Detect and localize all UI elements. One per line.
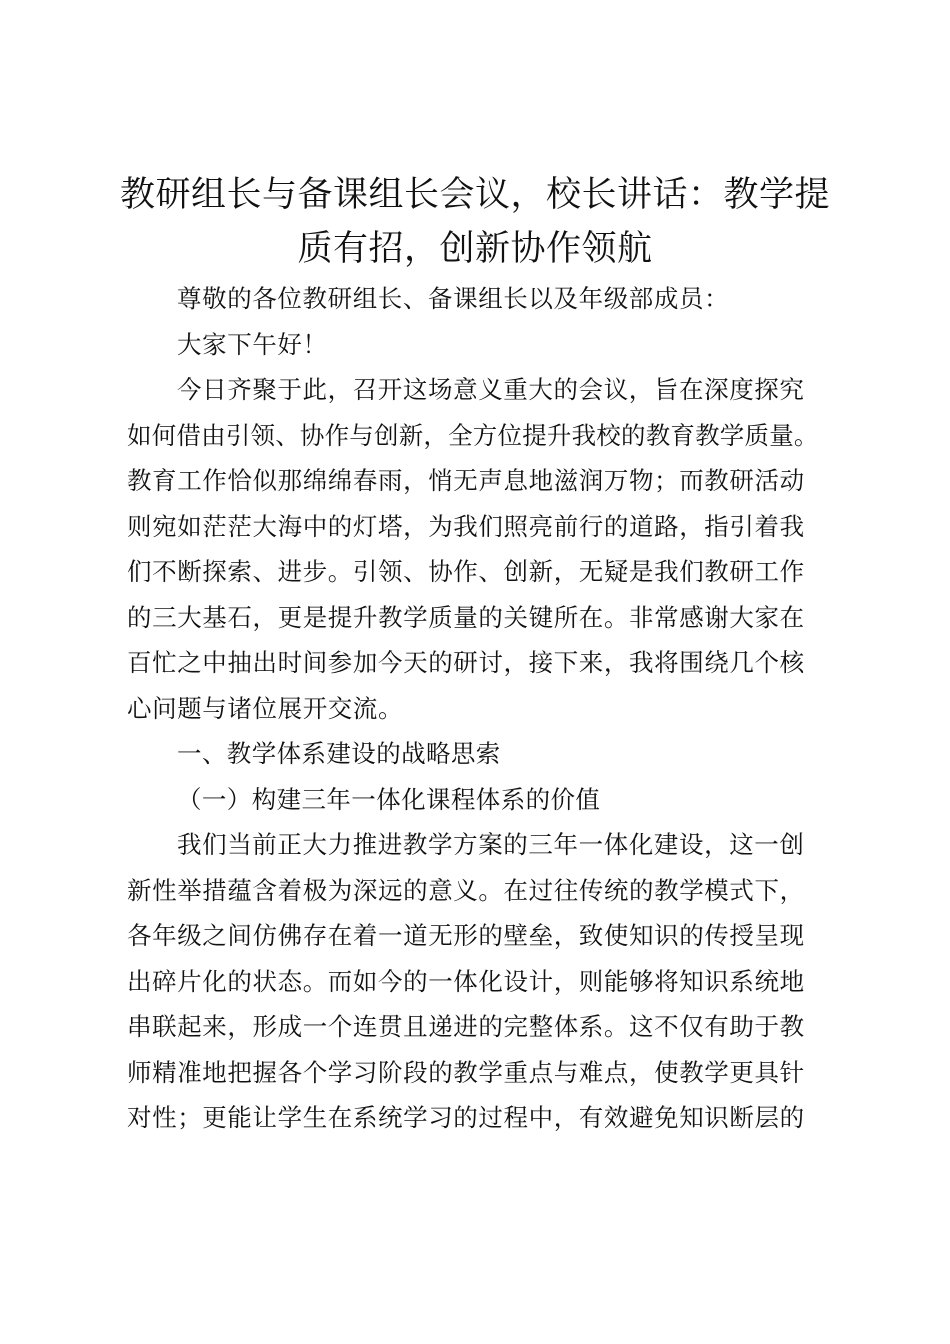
text-line: 如何借由引领、协作与创新，全方位提升我校的教育教学质量。 bbox=[127, 420, 819, 450]
text-line: 们不断探索、进步。引领、协作、创新，无疑是我们教研工作 bbox=[127, 557, 805, 586]
section-heading-paragraph bbox=[127, 731, 847, 777]
text-line: 我们当前正大力推进教学方案的三年一体化建设，这一创 bbox=[177, 830, 805, 859]
subsection-heading-paragraph bbox=[127, 777, 847, 823]
text-line: 串联起来，形成一个连贯且递进的完整体系。这不仅有助于教 bbox=[127, 1012, 805, 1041]
document-body bbox=[127, 276, 847, 1141]
text-line: 新性举措蕴含着极为深远的意义。在过往传统的教学模式下， bbox=[127, 875, 805, 905]
greeting-paragraph bbox=[127, 322, 847, 368]
text-line: 出碎片化的状态。而如今的一体化设计，则能够将知识系统地 bbox=[127, 966, 805, 996]
title-line: 质有招，创新协作领航 bbox=[297, 229, 653, 269]
subsection-heading: （一）构建三年一体化课程体系的价值 bbox=[177, 784, 601, 814]
section-heading: 一、教学体系建设的战略思索 bbox=[177, 739, 501, 768]
text-line: 心问题与诸位展开交流。 bbox=[127, 693, 404, 723]
text-line: 师精准地把握各个学习阶段的教学重点与难点，使教学更具针 bbox=[127, 1057, 805, 1087]
text-line: 百忙之中抽出时间参加今天的研讨，接下来，我将围绕几个核 bbox=[127, 648, 805, 677]
body-paragraph bbox=[127, 822, 847, 1141]
greeting: 大家下午好！ bbox=[177, 329, 328, 359]
intro-paragraph bbox=[127, 367, 847, 731]
title-line: 教研组长与备课组长会议，校长讲话：教学提 bbox=[119, 175, 830, 215]
salutation: 尊敬的各位教研组长、备课组长以及年级部成员： bbox=[177, 284, 730, 313]
text-line: 教育工作恰似那绵绵春雨，悄无声息地滋润万物；而教研活动 bbox=[127, 466, 805, 495]
text-line: 的三大基石，更是提升教学质量的关键所在。非常感谢大家在 bbox=[127, 602, 805, 632]
text-line: 则宛如茫茫大海中的灯塔，为我们照亮前行的道路，指引着我 bbox=[127, 511, 805, 541]
text-line: 对性；更能让学生在系统学习的过程中，有效避免知识断层的 bbox=[127, 1103, 805, 1132]
text-line: 各年级之间仿佛存在着一道无形的壁垒，致使知识的传授呈现 bbox=[127, 921, 805, 950]
document-title bbox=[100, 168, 850, 276]
salutation-paragraph bbox=[127, 276, 847, 322]
text-line: 今日齐聚于此，召开这场意义重大的会议，旨在深度探究 bbox=[177, 375, 805, 404]
